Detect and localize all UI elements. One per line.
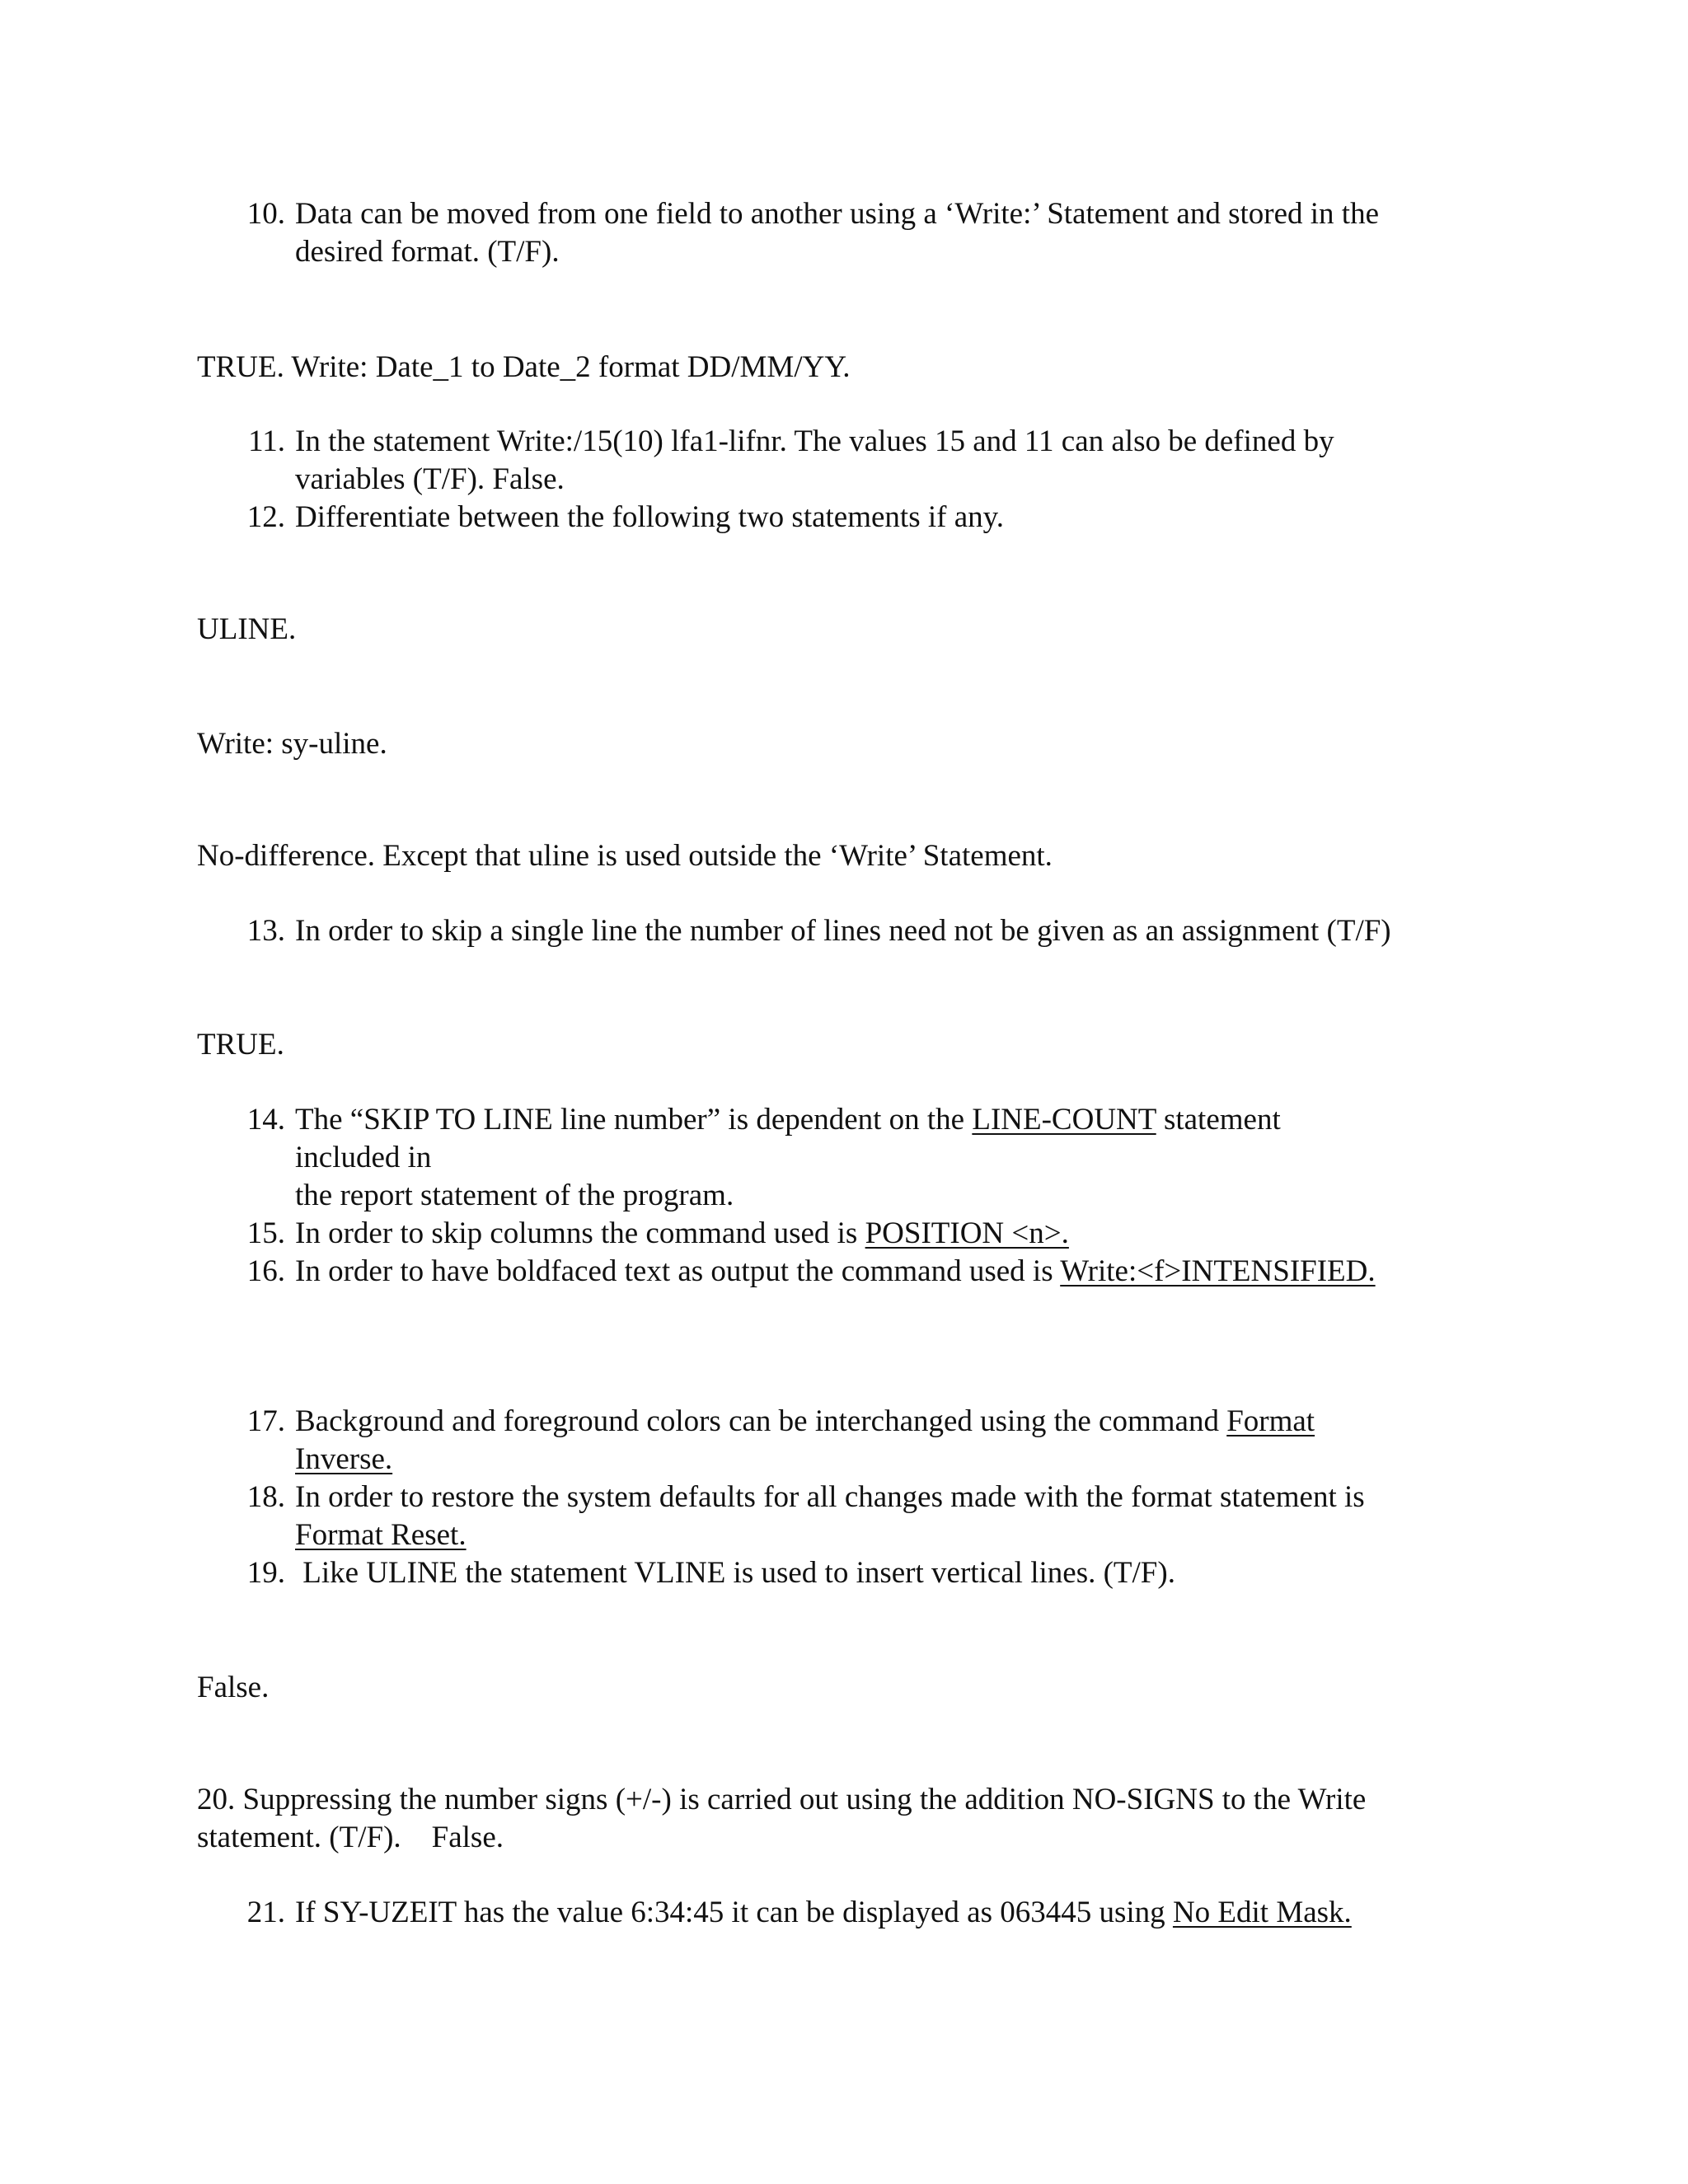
- question-number: 18.: [246, 1480, 285, 1514]
- question-text: In order to skip columns the command used is POSITION <n>.: [295, 1216, 1069, 1250]
- statement-text: ULINE.: [197, 612, 297, 646]
- question-text: statement. (T/F). False.: [197, 1821, 504, 1854]
- question-number: 13.: [246, 914, 285, 948]
- question-text: If SY-UZEIT has the value 6:34:45 it can be displayed as 063445 using No Edit Mask.: [295, 1896, 1352, 1929]
- answer-text: TRUE.: [197, 1028, 284, 1062]
- question-number: 14.: [246, 1103, 285, 1137]
- answer-text: TRUE. Write: Date_1 to Date_2 format DD/MM/YY.: [197, 350, 851, 384]
- question-number: 21.: [246, 1896, 285, 1929]
- answer-text: No-difference. Except that uline is used outside the ‘Write’ Statement.: [197, 839, 1053, 873]
- question-number: 17.: [246, 1404, 285, 1438]
- underlined-term: Format: [1226, 1404, 1315, 1438]
- question-text: Background and foreground colors can be interchanged using the command Format: [295, 1404, 1315, 1438]
- question-number: 12.: [246, 500, 285, 534]
- question-number: 19.: [246, 1556, 285, 1590]
- question-text: [295, 1516, 467, 1554]
- question-text: 20. Suppressing the number signs (+/-) is carried out using the addition NO-SIGNS to the Write: [197, 1783, 1367, 1816]
- question-text: The “SKIP TO LINE line number” is dependent on the LINE-COUNT statement: [295, 1103, 1281, 1137]
- answer-text: False.: [197, 1671, 270, 1704]
- question-text: Differentiate between the following two statements if any.: [295, 500, 1004, 534]
- question-text: included in: [295, 1141, 432, 1174]
- question-number: 16.: [246, 1254, 285, 1288]
- question-number: 10.: [246, 197, 285, 231]
- question-text: Like ULINE the statement VLINE is used to insert vertical lines. (T/F).: [295, 1556, 1175, 1590]
- underlined-term: POSITION <n>.: [865, 1216, 1069, 1250]
- question-text: the report statement of the program.: [295, 1179, 734, 1212]
- underlined-term: Write:<f>INTENSIFIED.: [1060, 1254, 1376, 1288]
- underlined-term: Inverse.: [295, 1442, 393, 1476]
- question-text: In the statement Write:/15(10) lfa1-lifnr. The values 15 and 11 can also be defined by: [295, 424, 1334, 458]
- question-number: 11.: [248, 424, 285, 458]
- question-text: [295, 1441, 392, 1479]
- question-text: In order to skip a single line the number of lines need not be given as an assignment (T/F): [295, 914, 1391, 948]
- underlined-term: No Edit Mask.: [1172, 1896, 1352, 1929]
- question-number: 15.: [246, 1216, 285, 1250]
- question-text: In order to have boldfaced text as output the command used is Write:<f>INTENSIFIED.: [295, 1254, 1376, 1288]
- question-text: Data can be moved from one field to another using a ‘Write:’ Statement and stored in the: [295, 197, 1379, 231]
- question-text: variables (T/F). False.: [295, 462, 565, 496]
- question-text: desired format. (T/F).: [295, 235, 560, 269]
- underlined-term: Format Reset.: [295, 1518, 467, 1552]
- underlined-term: LINE-COUNT: [972, 1103, 1156, 1137]
- question-text: In order to restore the system defaults for all changes made with the format statement is: [295, 1480, 1365, 1514]
- statement-text: Write: sy-uline.: [197, 727, 387, 761]
